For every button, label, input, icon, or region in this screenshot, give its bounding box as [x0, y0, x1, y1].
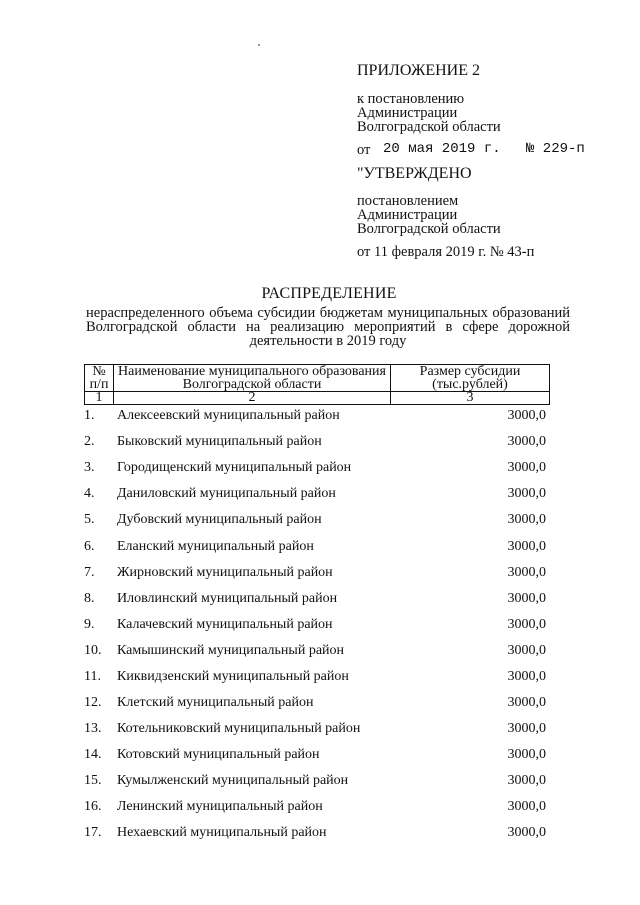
scan-speck	[258, 44, 260, 46]
header-cell-name	[114, 365, 391, 392]
row-number: 3.	[84, 460, 95, 475]
row-value: 3000,0	[507, 643, 546, 658]
row-number: 7.	[84, 565, 95, 580]
header-cell-amount	[391, 365, 550, 392]
header-text: Наименование муниципального образования	[118, 364, 386, 379]
row-value: 3000,0	[507, 434, 546, 449]
header-text: (тыс.рублей)	[432, 377, 508, 392]
row-name: Даниловский муниципальный район	[117, 486, 336, 501]
row-value: 3000,0	[507, 695, 546, 710]
document-title: РАСПРЕДЕЛЕНИЕ	[261, 285, 397, 302]
row-name: Ленинский муниципальный район	[117, 799, 323, 814]
approved-by-resolution: постановлением	[357, 193, 459, 209]
appendix-date-prefix: от	[357, 142, 371, 158]
subtitle-line: Волгоградской области на реализацию мероприятий в сфере дорожной	[86, 319, 570, 335]
row-value: 3000,0	[507, 539, 546, 554]
row-name: Нехаевский муниципальный район	[117, 825, 327, 840]
row-number: 5.	[84, 512, 95, 527]
row-value: 3000,0	[507, 721, 546, 736]
index-cell: 2	[114, 392, 391, 405]
row-value: 3000,0	[507, 408, 546, 423]
subtitle-line: деятельности в 2019 году	[249, 333, 407, 349]
row-value: 3000,0	[507, 617, 546, 632]
row-value: 3000,0	[507, 747, 546, 762]
row-number: 4.	[84, 486, 95, 501]
row-name: Алексеевский муниципальный район	[117, 408, 340, 423]
appendix-administration: Администрации	[357, 105, 458, 121]
row-number: 13.	[84, 721, 102, 736]
appendix-to-resolution: к постановлению	[357, 91, 465, 107]
row-value: 3000,0	[507, 773, 546, 788]
header-text: №	[92, 364, 106, 379]
row-number: 11.	[84, 669, 101, 684]
subtitle-line: нераспределенного объема субсидии бюджетам муниципальных образований	[86, 305, 570, 321]
index-cell: 3	[391, 392, 550, 405]
row-number: 12.	[84, 695, 102, 710]
row-value: 3000,0	[507, 565, 546, 580]
appendix-title: ПРИЛОЖЕНИЕ 2	[357, 62, 481, 79]
appendix-date: 20 мая 2019 г.	[383, 141, 501, 157]
appendix-region: Волгоградской области	[357, 119, 501, 135]
row-name: Котовский муниципальный район	[117, 747, 320, 762]
row-name: Кумылженский муниципальный район	[117, 773, 349, 788]
row-value: 3000,0	[507, 799, 546, 814]
row-name: Жирновский муниципальный район	[117, 565, 333, 580]
row-number: 15.	[84, 773, 102, 788]
row-name: Быковский муниципальный район	[117, 434, 322, 449]
row-number: 10.	[84, 643, 102, 658]
row-number: 6.	[84, 539, 95, 554]
row-number: 16.	[84, 799, 102, 814]
row-number: 2.	[84, 434, 95, 449]
row-name: Клетский муниципальный район	[117, 695, 314, 710]
appendix-number: № 229-п	[526, 141, 585, 157]
table-index-row	[85, 392, 550, 405]
approved-title: "УТВЕРЖДЕНО	[357, 165, 472, 182]
row-number: 14.	[84, 747, 102, 762]
row-name: Дубовский муниципальный район	[117, 512, 322, 527]
row-value: 3000,0	[507, 825, 546, 840]
document-subtitle	[86, 306, 570, 348]
row-number: 1.	[84, 408, 95, 423]
approved-administration: Администрации	[357, 207, 458, 223]
row-name: Еланский муниципальный район	[117, 539, 314, 554]
row-number: 8.	[84, 591, 95, 606]
header-text: п/п	[89, 377, 109, 392]
row-name: Камышинский муниципальный район	[117, 643, 345, 658]
approved-date-number: от 11 февраля 2019 г. № 43-п	[357, 244, 535, 260]
row-name: Городищенский муниципальный район	[117, 460, 352, 475]
table-header-row	[85, 365, 550, 392]
header-text: Размер субсидии	[419, 364, 521, 379]
index-cell: 1	[85, 392, 114, 405]
approved-region: Волгоградской области	[357, 221, 501, 237]
row-number: 17.	[84, 825, 102, 840]
table-header	[84, 364, 550, 405]
row-number: 9.	[84, 617, 95, 632]
row-value: 3000,0	[507, 512, 546, 527]
row-value: 3000,0	[507, 669, 546, 684]
header-cell-number	[85, 365, 114, 392]
header-text: Волгоградской области	[182, 377, 322, 392]
row-name: Котельниковский муниципальный район	[117, 721, 361, 736]
row-value: 3000,0	[507, 591, 546, 606]
row-name: Иловлинский муниципальный район	[117, 591, 338, 606]
row-value: 3000,0	[507, 460, 546, 475]
row-value: 3000,0	[507, 486, 546, 501]
row-name: Калачевский муниципальный район	[117, 617, 333, 632]
row-name: Киквидзенский муниципальный район	[117, 669, 349, 684]
